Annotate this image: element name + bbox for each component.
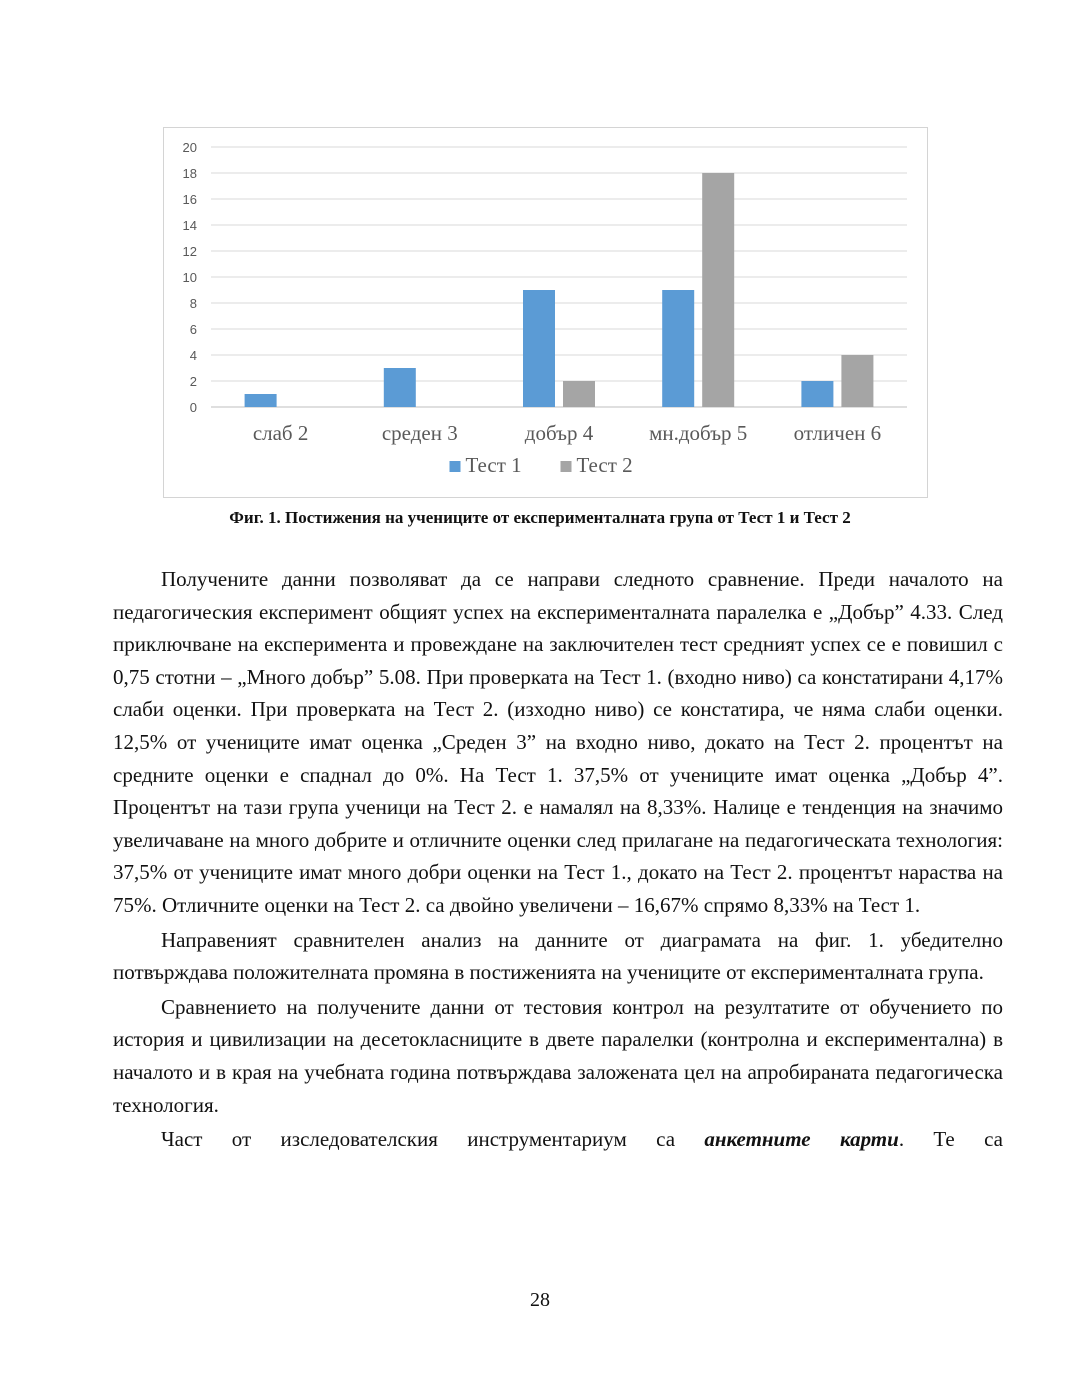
chart-frame	[163, 127, 928, 498]
y-tick-label: 10	[182, 270, 197, 285]
paragraph-4-end: . Те са	[898, 1127, 1003, 1152]
x-tick-label: среден 3	[381, 421, 458, 445]
x-tick-label: отличен 6	[793, 421, 882, 445]
paragraph-4	[113, 1123, 1003, 1156]
y-tick-label: 4	[189, 348, 197, 363]
y-tick-label: 6	[189, 322, 197, 337]
bar	[801, 381, 833, 407]
y-tick-label: 8	[189, 296, 197, 311]
bar	[841, 355, 873, 407]
bar	[563, 381, 595, 407]
y-tick-label: 16	[182, 192, 197, 207]
paragraph-4-emphasis: анкетните карти	[704, 1127, 899, 1152]
bar	[245, 394, 277, 407]
paragraph-4-start: Част от изследователския инструментариум са	[161, 1127, 705, 1152]
bar-chart	[164, 128, 929, 499]
x-tick-label: мн.добър 5	[649, 421, 748, 445]
y-tick-label: 20	[182, 140, 197, 155]
x-tick-label: слаб 2	[252, 421, 309, 445]
bar	[662, 290, 694, 407]
legend-label: Тест 2	[576, 453, 633, 477]
y-tick-label: 18	[182, 166, 197, 181]
y-tick-label: 0	[189, 400, 197, 415]
bar	[702, 173, 734, 407]
page-number: 28	[530, 1289, 550, 1311]
body-text	[113, 563, 1003, 1156]
paragraph-2: Направеният сравнителен анализ на данните от диаграмата на фиг. 1. убедително потвърждава положителната промяна в постиженията на учениците от експерименталната група.	[113, 927, 1003, 985]
bar	[384, 368, 416, 407]
paragraph-3: Сравнението на получените данни от тестовия контрол на резултатите от обучението по история и цивилизации на десетокласниците в двете паралелки (контролна и експериментална) в началото и в края на учебната година потвърждава заложената цел на апробираната педагогическа технология.	[113, 994, 1003, 1117]
figure-caption: Фиг. 1. Постижения на учениците от експерименталната група от Тест 1 и Тест 2	[229, 508, 851, 527]
legend-swatch	[450, 461, 461, 472]
paragraph-1: Получените данни позволяват да се направи следното сравнение. Преди началото на педагогическия експеримент общият успех на експерименталната паралелка е „Добър” 4.33. След приключване на експеримента и провеждане на заключителен тест средният успех се е повишил с 0,75 стотни – „Много добър” 5.08. При проверката на Тест 1. (входно ниво) са констатирани 4,17% слаби оценки. При проверката на Тест 2. (изходно ниво) се констатира, че няма слаби оценки. 12,5% от учениците имат оценка „Среден 3” на входно ниво, докато на Тест 2. процентът на средните оценки е спаднал до 0%. На Тест 1. 37,5% от учениците имат оценка „Добър 4”. Процентът на тази група ученици на Тест 2. е намалял на 8,33%. Налице е тенденция на значимо увеличаване на много добрите и отличните оценки след прилагане на педагогическата технология: 37,5% от учениците имат много добри оценки на Тест 1., докато на Тест 2. процентът нараства на 75%. Отличните оценки на Тест 2. са двойно увеличени – 16,67% спрямо 8,33% на Тест 1.	[113, 567, 1003, 917]
y-tick-label: 12	[182, 244, 197, 259]
y-tick-label: 14	[182, 218, 197, 233]
x-tick-label: добър 4	[524, 421, 594, 445]
bar	[523, 290, 555, 407]
legend-label: Тест 1	[465, 453, 522, 477]
y-tick-label: 2	[189, 374, 197, 389]
legend-swatch	[561, 461, 572, 472]
